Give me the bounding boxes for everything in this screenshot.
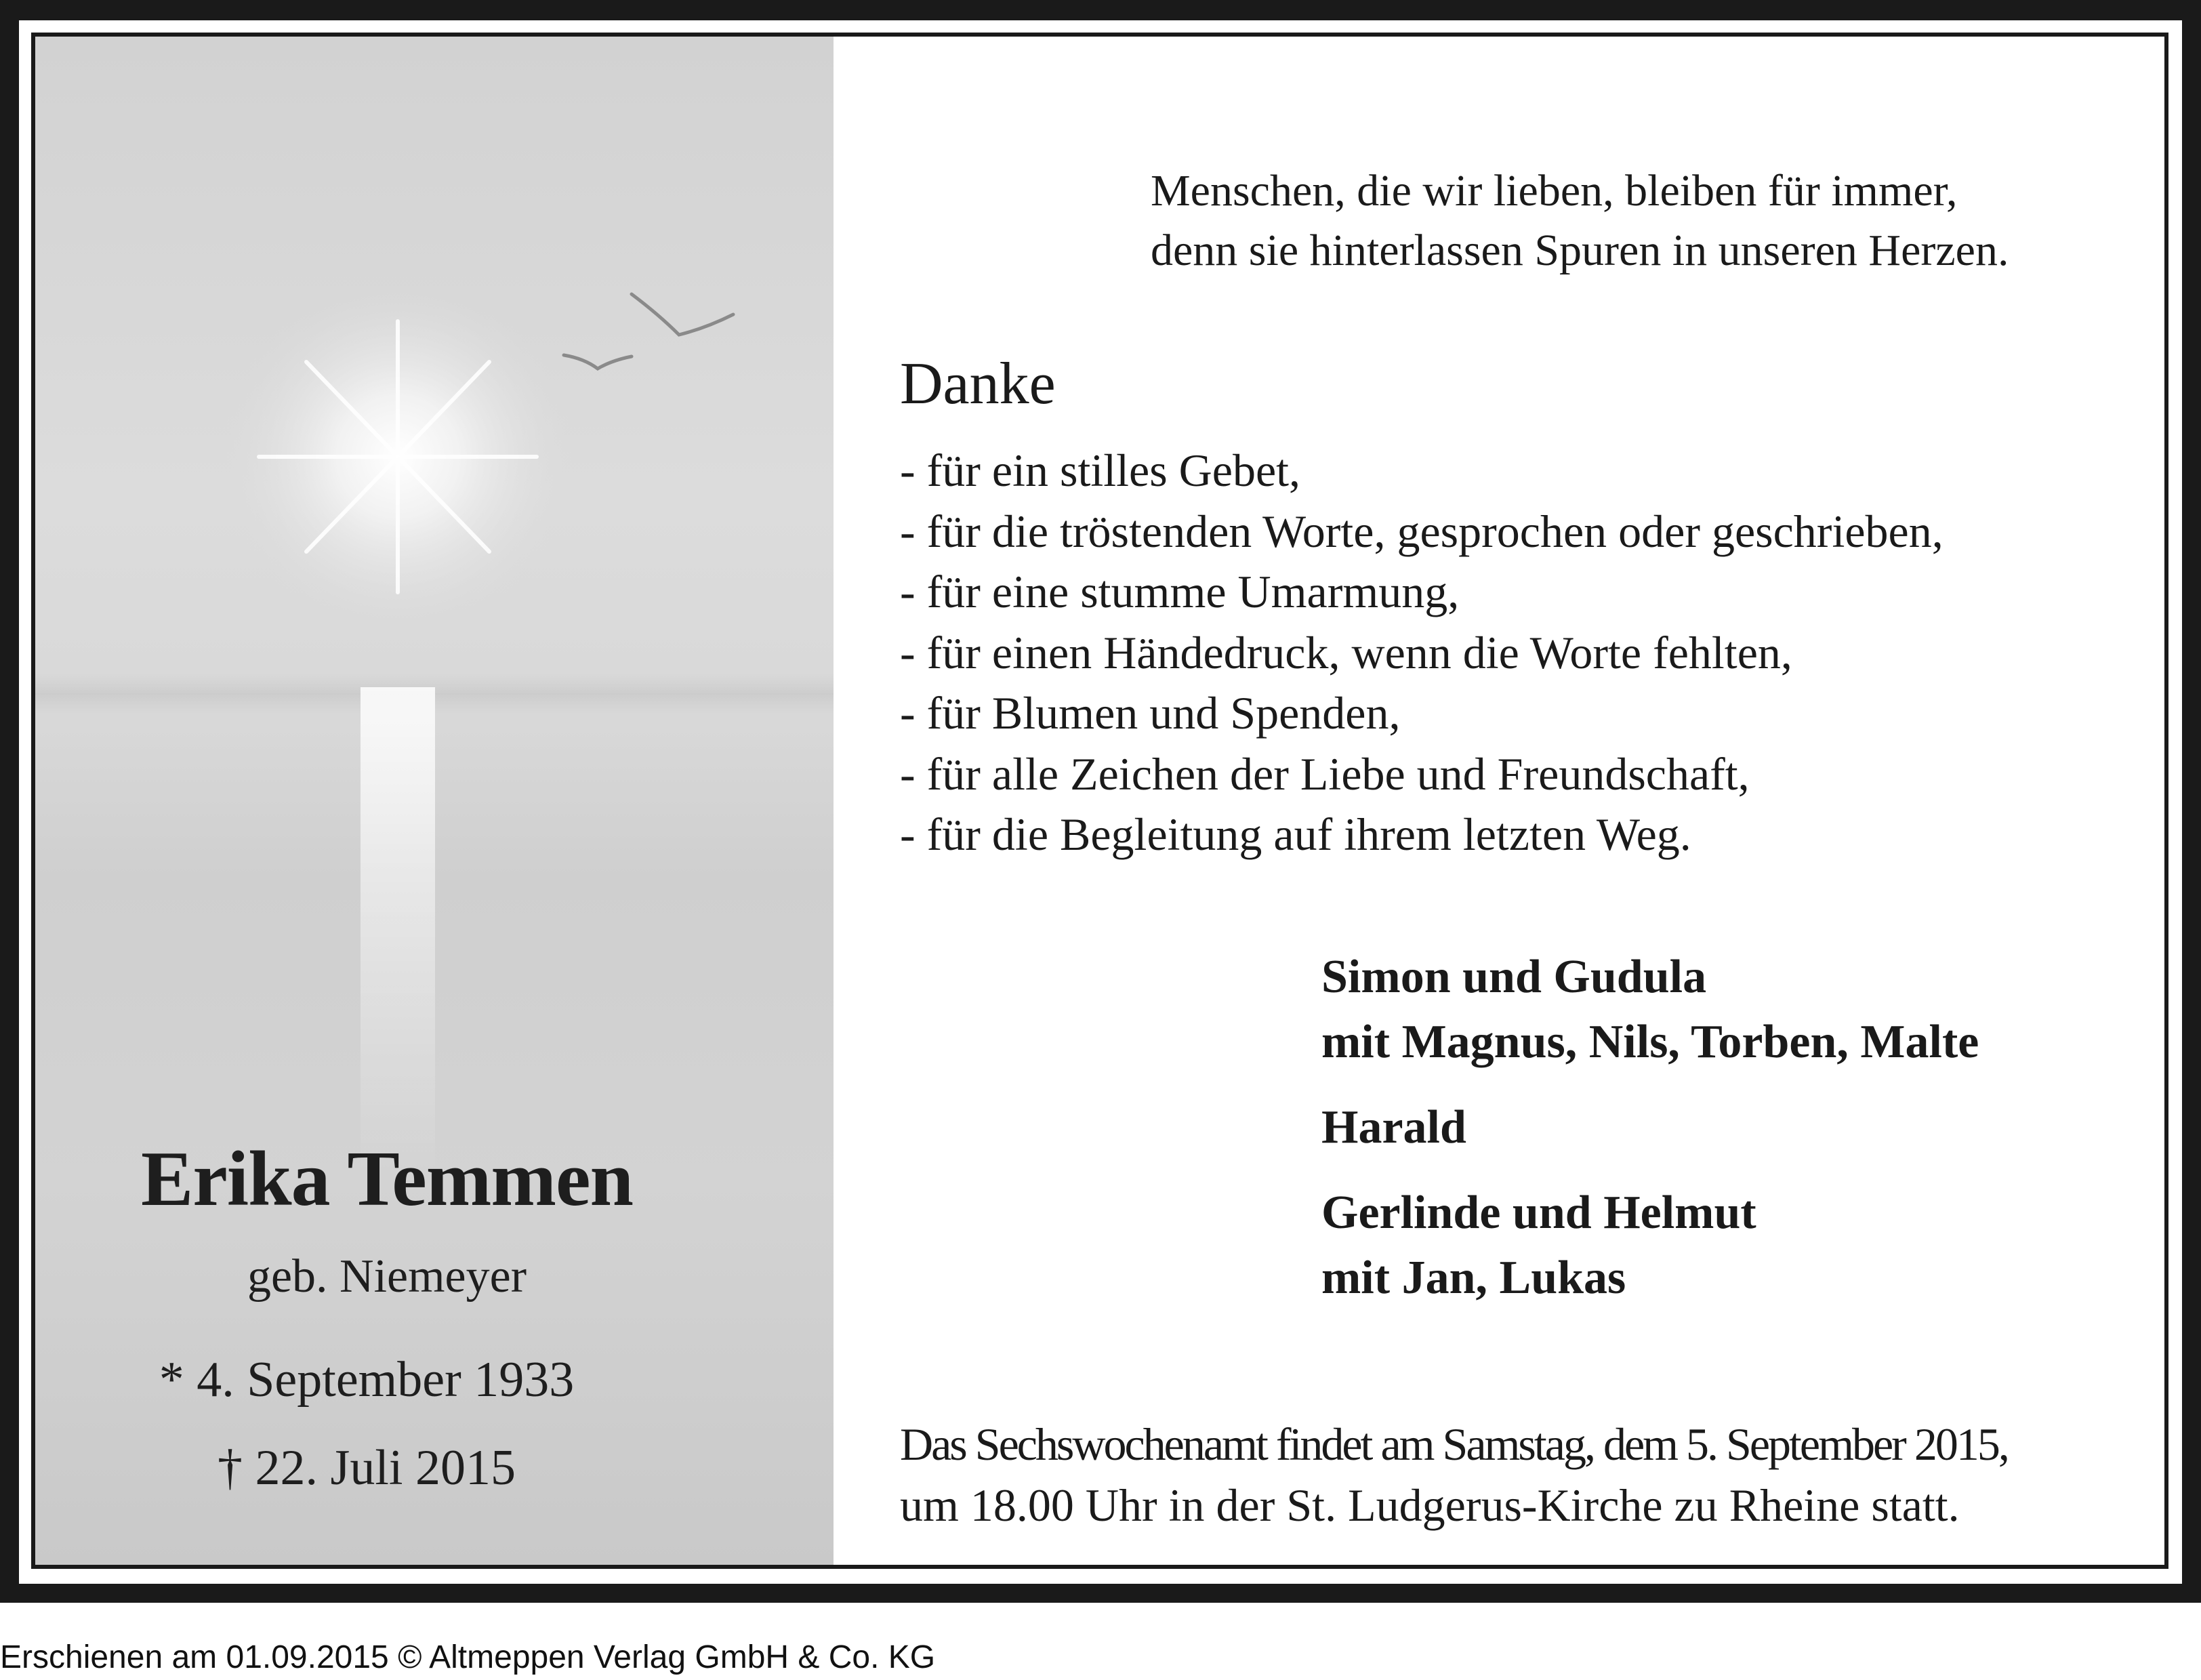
thanks-item: - für einen Händedruck, wenn die Worte fehlten, (900, 626, 1792, 678)
signer-line: mit Magnus, Nils, Torben, Malte (1321, 1016, 1979, 1068)
birth-date: * 4. September 1933 (159, 1352, 575, 1408)
quote-line: denn sie hinterlassen Spuren in unseren Herzen. (1151, 226, 2009, 275)
sun-reflection (361, 687, 435, 1175)
signer-group (1321, 945, 1979, 1075)
deceased-name: Erika Temmen (141, 1136, 633, 1223)
seagull-icons (564, 294, 733, 369)
sun-and-birds-image (35, 37, 834, 1565)
quote-line: Menschen, die wir lieben, bleiben für immer, (1151, 166, 1958, 216)
signer-line: mit Jan, Lukas (1321, 1252, 1626, 1304)
thanks-item: - für eine stumme Umarmung, (900, 566, 1460, 617)
publication-footer: Erschienen am 01.09.2015 © Altmeppen Verlag GmbH & Co. KG (0, 1639, 936, 1675)
thanks-item: - für alle Zeichen der Liebe und Freundschaft, (900, 747, 1750, 800)
thanks-list (900, 441, 1943, 865)
thanks-heading: Danke (900, 351, 1056, 417)
thanks-item: - für ein stilles Gebet, (900, 445, 1301, 496)
signer-line: Gerlinde und Helmut (1321, 1187, 1756, 1239)
signer-group (1321, 1181, 1979, 1311)
sunset-sea-photo (35, 37, 834, 1565)
service-line: um 18.00 Uhr in der St. Ludgerus-Kirche zu Rheine statt. (900, 1479, 1960, 1531)
thanks-item: - für Blumen und Spenden, (900, 687, 1401, 739)
memorial-quote (1151, 161, 2009, 281)
thanks-item: - für die tröstenden Worte, gesprochen oder geschrieben, (900, 505, 1943, 557)
signer-line: Harald (1321, 1101, 1466, 1153)
signer-group (1321, 1095, 1979, 1160)
family-signers (1321, 945, 1979, 1311)
service-announcement (900, 1414, 2008, 1536)
death-date: † 22. Juli 2015 (218, 1440, 516, 1496)
thanks-item: - für die Begleitung auf ihrem letzten Weg. (900, 808, 1691, 860)
signer-line: Simon und Gudula (1321, 951, 1707, 1003)
maiden-name: geb. Niemeyer (247, 1250, 527, 1303)
service-line: Das Sechswochenamt findet am Samstag, dem 5. September 2015, (900, 1418, 2008, 1470)
notice-frame (31, 33, 2168, 1569)
